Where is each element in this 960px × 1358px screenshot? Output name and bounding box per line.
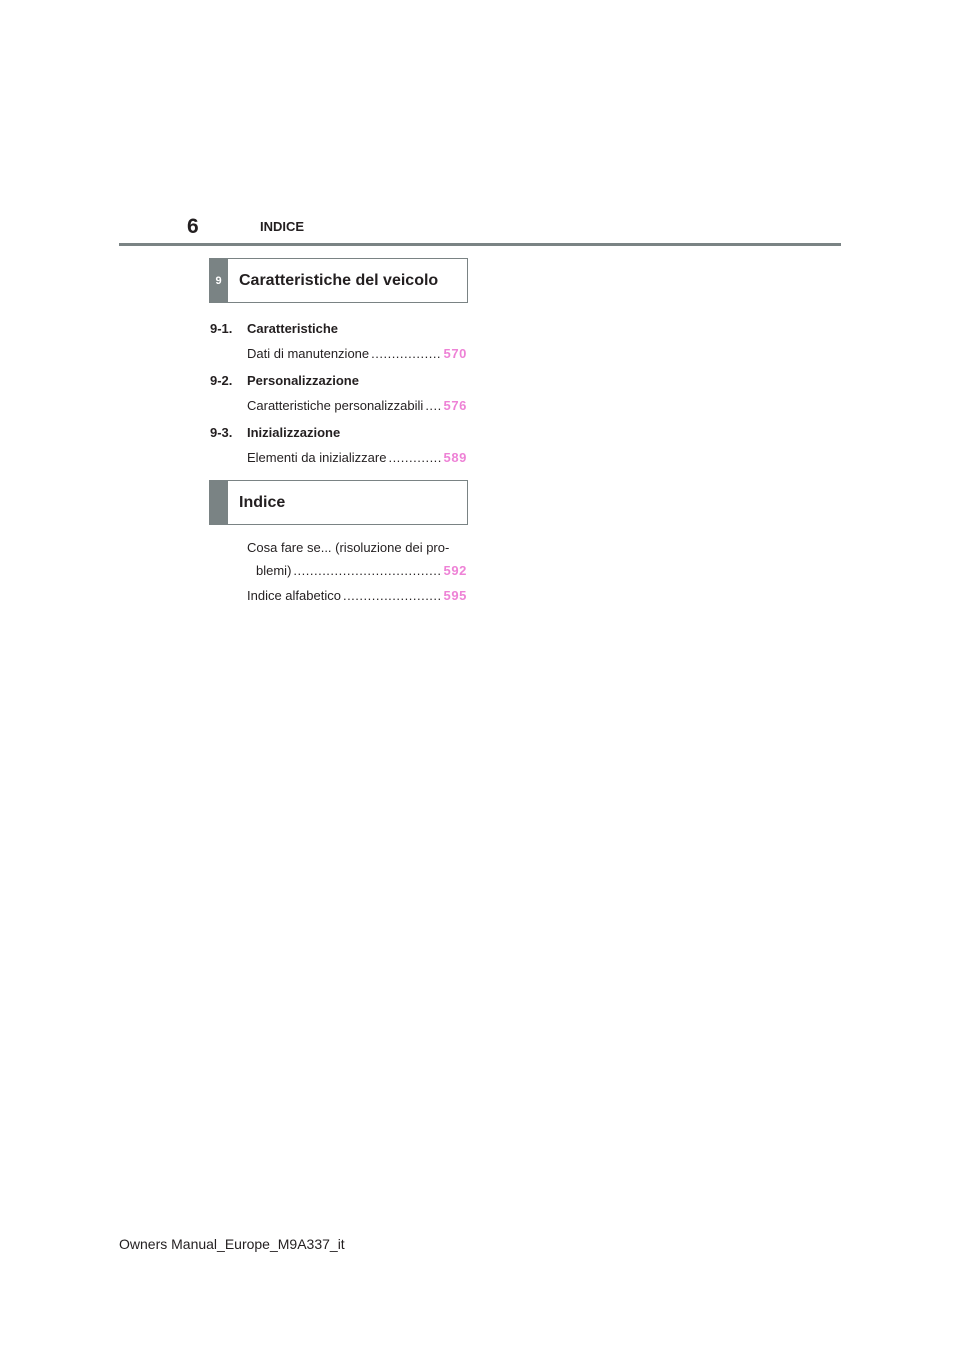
toc-entry-caratteristiche-personalizzabili[interactable] (247, 398, 467, 414)
chapter-9-1 (210, 321, 338, 337)
section-tab (209, 480, 228, 525)
section-9-heading (209, 258, 468, 303)
header-divider (119, 243, 841, 246)
toc-entry-dati-di-manutenzione[interactable] (247, 346, 467, 362)
toc-entry-line1: Cosa fare se... (risoluzione dei pro- (247, 540, 450, 555)
index-section-heading (209, 480, 468, 525)
section-tab: 9 (209, 258, 228, 303)
leader-dots (293, 563, 441, 579)
toc-page-link[interactable]: 589 (443, 450, 467, 465)
footer-text: Owners Manual_Europe_M9A337_it (119, 1236, 345, 1252)
toc-page-link[interactable]: 592 (443, 563, 467, 578)
toc-entry-indice-alfabetico[interactable] (247, 588, 467, 604)
leader-dots (371, 346, 441, 362)
leader-dots (425, 398, 441, 414)
toc-entry-label: Dati di manutenzione (247, 346, 370, 361)
header-title: INDICE (260, 219, 305, 234)
chapter-number: 9-2. (210, 373, 233, 388)
chapter-9-3 (210, 425, 340, 441)
toc-entry-cosa-fare-se[interactable] (256, 563, 467, 579)
toc-entry-elementi-da-inizializzare[interactable] (247, 450, 467, 466)
section-title: Indice (239, 493, 286, 511)
toc-page-link[interactable]: 570 (443, 346, 467, 361)
toc-entry-label: Elementi da inizializzare (247, 450, 387, 465)
toc-page-link[interactable]: 595 (443, 588, 467, 603)
chapter-number: 9-3. (210, 425, 233, 440)
chapter-title: Personalizzazione (247, 373, 359, 388)
toc-entry-label: blemi) (256, 563, 292, 578)
chapter-9-2 (210, 373, 359, 389)
toc-entry-label: Indice alfabetico (247, 588, 341, 603)
chapter-title: Inizializzazione (247, 425, 341, 440)
toc-page-link[interactable]: 576 (443, 398, 467, 413)
chapter-title: Caratteristiche (247, 321, 339, 336)
section-title: Caratteristiche del veicolo (239, 271, 439, 289)
leader-dots (388, 450, 441, 466)
toc-entry-label: Caratteristiche personalizzabili (247, 398, 424, 413)
leader-dots (343, 588, 442, 604)
page-number: 6 (187, 215, 199, 238)
chapter-number: 9-1. (210, 321, 233, 336)
